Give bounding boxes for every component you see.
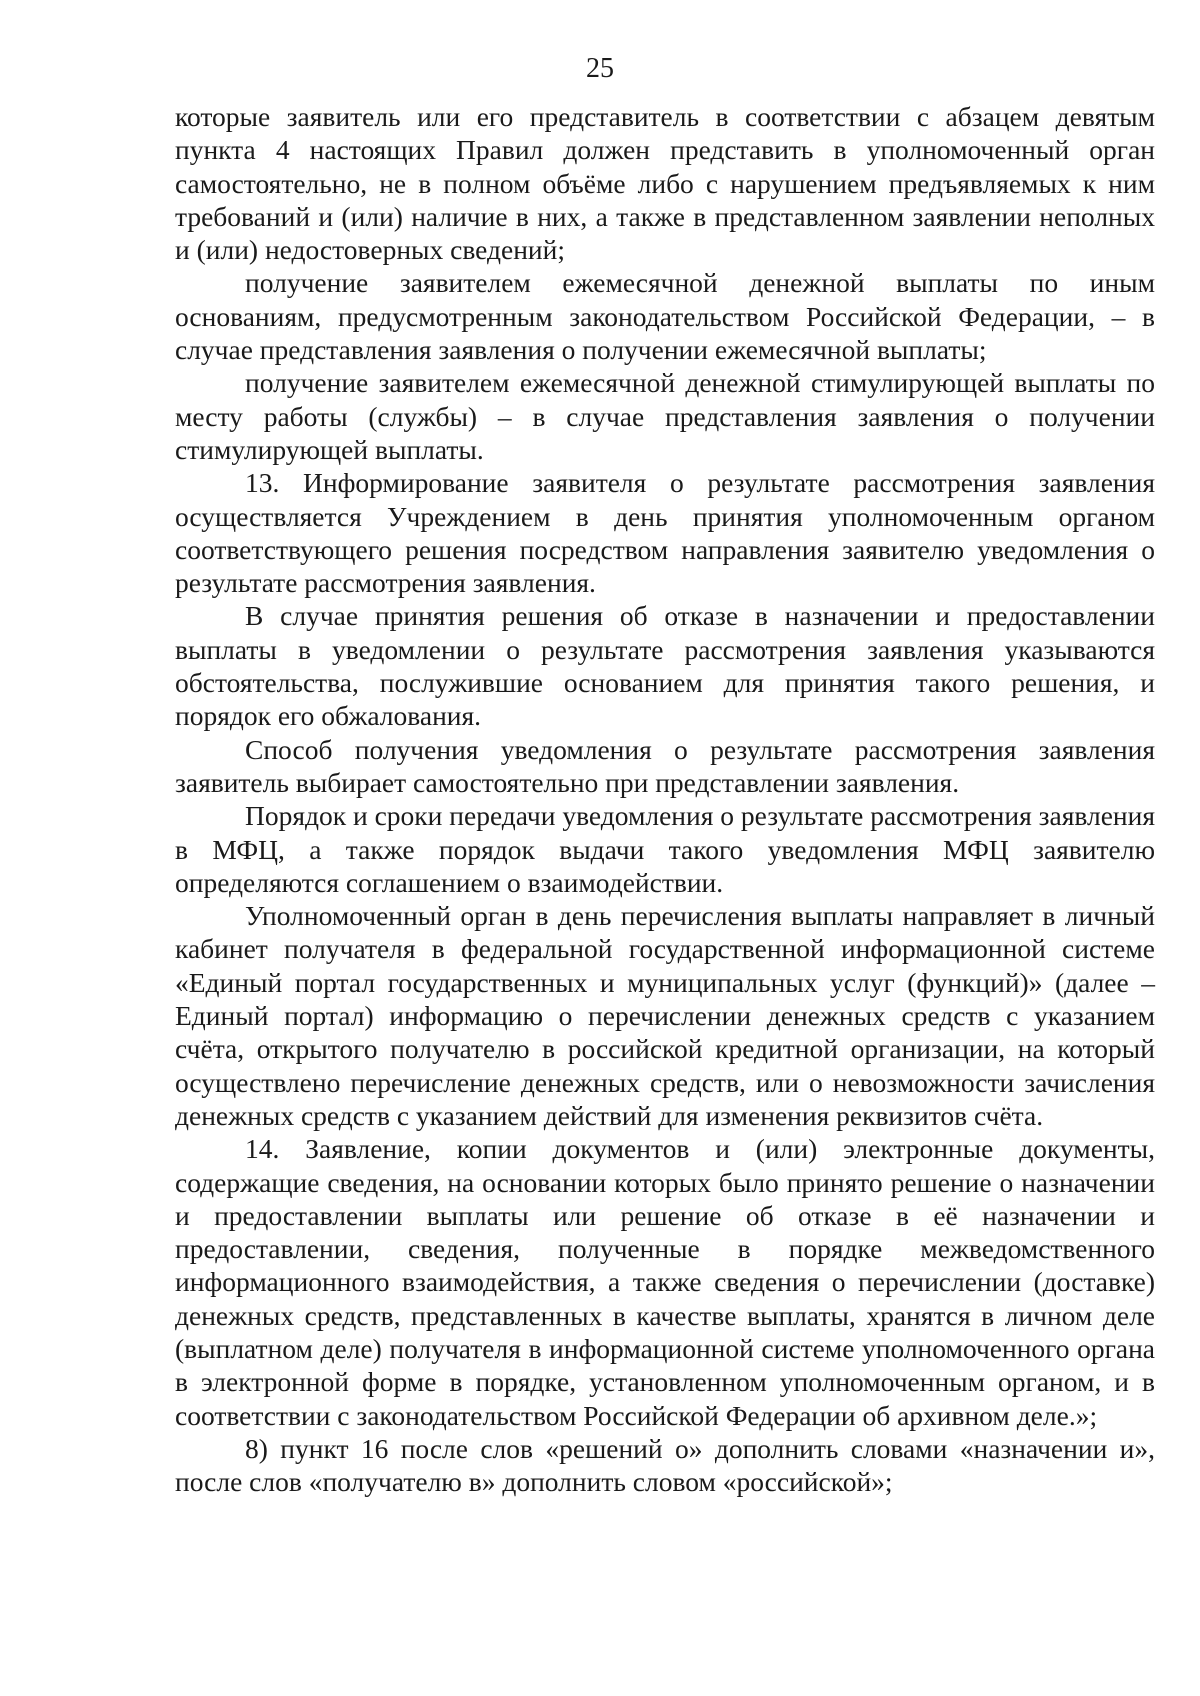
paragraph-7: Порядок и сроки передачи уведомления о результате рассмотрения заявления в МФЦ, а также порядок выдачи такого уведомления МФЦ заявителю определяются соглашением о взаимодействии. — [175, 800, 1155, 898]
paragraph-3: получение заявителем ежемесячной денежной стимулирующей выплаты по месту работы (службы) – в случае представления заявления о получении стимулирующей выплаты. — [175, 367, 1155, 465]
paragraph-8: Уполномоченный орган в день перечисления выплаты направляет в личный кабинет получателя в федеральной государственной информационной системе «Единый портал государственных и муниципальных услуг (функций)» (далее – Единый портал) информацию о перечислении денежных средств с указанием счёта, открытого получателю в российской кредитной организации, на который осуществлено перечисление денежных средств, или о невозможности зачисления денежных средств с указанием действий для изменения реквизитов счёта. — [175, 900, 1155, 1131]
paragraph-10: 8) пункт 16 после слов «решений о» дополнить словами «назначении и», после слов «получателю в» дополнить словом «российской»; — [175, 1432, 1155, 1498]
paragraph-5: В случае принятия решения об отказе в назначении и предоставлении выплаты в уведомлении о результате рассмотрения заявления указываются обстоятельства, послужившие основанием для принятия такого решения, и порядок его обжалования. — [175, 600, 1155, 732]
paragraph-1: которые заявитель или его представитель в соответствии с абзацем девятым пункта 4 настоящих Правил должен представить в уполномоченный орган самостоятельно, не в полном объёме либо с нарушением предъявляемых к ним требований и (или) наличие в них, а также в представленном заявлении неполных и (или) недостоверных сведений; — [175, 101, 1155, 266]
paragraph-9: 14. Заявление, копии документов и (или) электронные документы, содержащие сведения, на основании которых было принято решение о назначении и предоставлении выплаты или решение об отказе в её назначении и предоставлении, сведения, полученные в порядке межведомственного информационного взаимодействия, а также сведения о перечислении (доставке) денежных средств, представленных в качестве выплаты, хранятся в личном деле (выплатном деле) получателя в информационной системе уполномоченного органа в электронной форме в порядке, установленном уполномоченным органом, и в соответствии с законодательством Российской Федерации об архивном деле.»; — [175, 1133, 1155, 1431]
paragraph-2: получение заявителем ежемесячной денежной выплаты по иным основаниям, предусмотренным законодательством Российской Федерации, – в случае представления заявления о получении ежемесячной выплаты; — [175, 267, 1155, 366]
paragraph-6: Способ получения уведомления о результате рассмотрения заявления заявитель выбирает самостоятельно при представлении заявления. — [175, 733, 1155, 798]
document-body — [175, 100, 1155, 1498]
paragraph-4: 13. Информирование заявителя о результате рассмотрения заявления осуществляется Учреждением в день принятия уполномоченным органом соответствующего решения посредством направления заявителю уведомления о результате рассмотрения заявления. — [175, 467, 1155, 599]
page-number: 25 — [586, 53, 614, 84]
